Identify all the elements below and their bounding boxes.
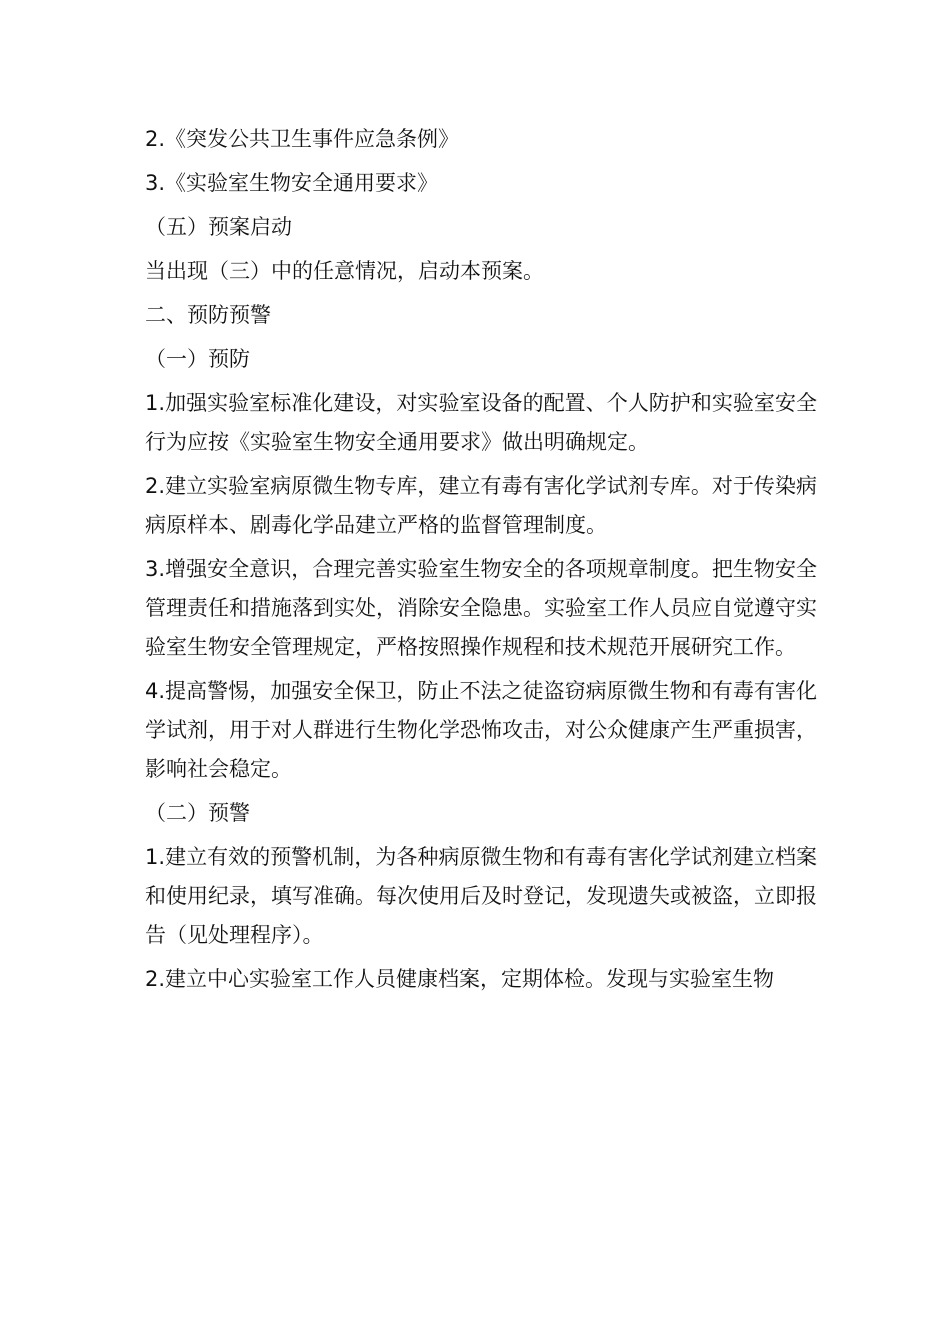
warning-item-1: 1.建立有效的预警机制，为各种病原微生物和有毒有害化学试剂建立档案和使用纪录，填写准确。每次使用后及时登记，发现遗失或被盗，立即报告（见处理程序）。 — [145, 845, 817, 947]
subsection-heading-warning: （二）预警 — [145, 801, 250, 825]
paragraph-activation: 当出现（三）中的任意情况，启动本预案。 — [145, 259, 544, 283]
reference-item-2: 2.《突发公共卫生事件应急条例》 — [145, 127, 460, 151]
subsection-heading-prevention: （一）预防 — [145, 347, 250, 371]
document-body — [145, 120, 817, 1004]
prevention-item-1: 1.加强实验室标准化建设，对实验室设备的配置、个人防护和实验室安全行为应按《实验室生物安全通用要求》做出明确规定。 — [145, 391, 817, 454]
prevention-item-2: 2.建立实验室病原微生物专库，建立有毒有害化学试剂专库。对于传染病病原样本、剧毒化学品建立严格的监督管理制度。 — [145, 474, 817, 537]
section-heading-plan-activation: （五）预案启动 — [145, 215, 292, 239]
prevention-item-3: 3.增强安全意识，合理完善实验室生物安全的各项规章制度。把生物安全管理责任和措施落到实处，消除安全隐患。实验室工作人员应自觉遵守实验室生物安全管理规定，严格按照操作规程和技术规范开展研究工作。 — [145, 557, 817, 659]
prevention-item-4: 4.提高警惕，加强安全保卫，防止不法之徒盗窃病原微生物和有毒有害化学试剂，用于对人群进行生物化学恐怖攻击，对公众健康产生严重损害，影响社会稳定。 — [145, 679, 817, 781]
warning-item-2: 2.建立中心实验室工作人员健康档案，定期体检。发现与实验室生物 — [145, 967, 775, 991]
reference-item-3: 3.《实验室生物安全通用要求》 — [145, 171, 439, 195]
section-heading-prevention-warning: 二、预防预警 — [145, 303, 271, 327]
